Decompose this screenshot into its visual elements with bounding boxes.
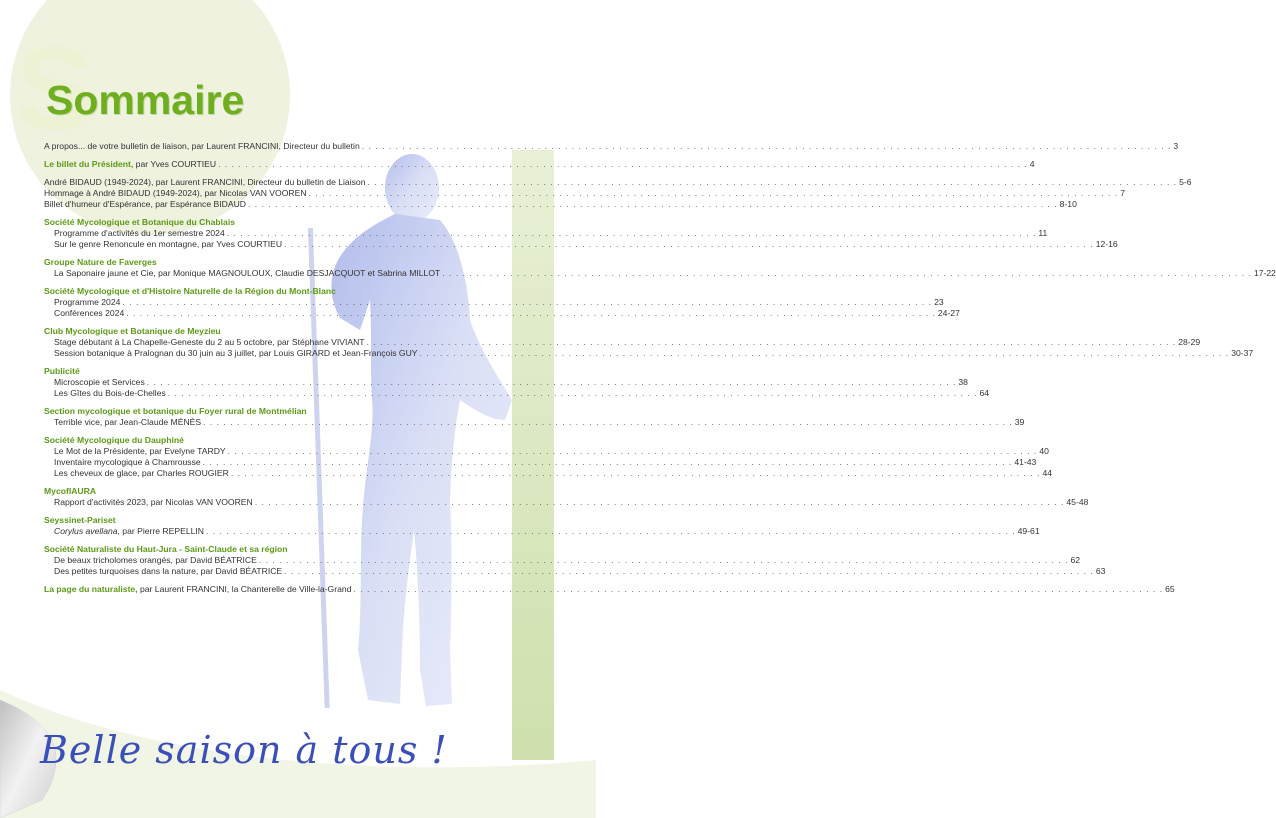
section-heading: Société Mycologique du Dauphiné: [44, 435, 184, 445]
toc-entry[interactable]: [44, 417, 1025, 428]
dot-leader: . . . . . . . . . . . . . . . . . . . . . . . . . . . . . . . . . . . . . . . . . . . . . . . . . . . . . . . . . . . . . . . . . . . . . . . . . . . . . . . . . . . . . . . . . . . . . . . . . . . . . . . . . . . . . . . . . . . . . . . .: [353, 584, 1164, 594]
toc-entry-title: [44, 584, 351, 595]
toc-entry[interactable]: [44, 177, 1192, 188]
toc-entry-title: [54, 377, 145, 388]
decorative-big-letter: S: [16, 23, 95, 155]
section-heading: Seyssinet-Pariset: [44, 515, 116, 525]
toc-entry[interactable]: [44, 526, 1040, 537]
toc-entry-text: Corylus avellana: [54, 526, 118, 536]
footer-greeting: Belle saison à tous !: [40, 728, 448, 772]
toc-entry-title: [54, 526, 204, 537]
toc-entry-text: Le Mot de la Présidente, par Evelyne TARDY: [54, 446, 226, 456]
toc-entry-text: Session botanique à Pralognan du 30 juin au 3 juillet, par Louis GIRARD et Jean-François GUY: [54, 348, 418, 358]
toc-entry-text: Stage débutant à La Chapelle-Geneste du 2 au 5 octobre, par Stéphane VIVIANT: [54, 337, 365, 347]
toc-entry-text: Programme 2024: [54, 297, 121, 307]
toc-entry-text: Conférences 2024: [54, 308, 125, 318]
dot-leader: . . . . . . . . . . . . . . . . . . . . . . . . . . . . . . . . . . . . . . . . . . . . . . . . . . . . . . . . . . . . . . . . . . . . . . . . . . . . . . . . . . . . . . . . . . . . . . . . . . . . . . . . . . . . . . . . . . . . . . . .: [226, 228, 1037, 238]
toc-entry-title: [54, 555, 257, 566]
dot-leader: . . . . . . . . . . . . . . . . . . . . . . . . . . . . . . . . . . . . . . . . . . . . . . . . . . . . . . . . . . . . . . . . . . . . . . . . . . . . . . . . . . . . . . . . . . . . . . . . . . . . . . . . . . . . . . . . . . . . . . . .: [122, 297, 933, 307]
toc-entry-text: Terrible vice, par Jean-Claude MÉNÈS: [54, 417, 202, 427]
page-number: 24-27: [937, 308, 960, 318]
toc-entry-text: par Yves COURTIEU: [133, 159, 217, 169]
toc-entry-title: [54, 417, 201, 428]
toc-entry-title: [54, 268, 440, 279]
page-number: 63: [1095, 566, 1106, 576]
dot-leader: . . . . . . . . . . . . . . . . . . . . . . . . . . . . . . . . . . . . . . . . . . . . . . . . . . . . . . . . . . . . . . . . . . . . . . . . . . . . . . . . . . . . . . . . . . . . . . . . . . . . . . . . . . . . . . . . . . . . . . . .: [284, 239, 1094, 249]
toc-entry[interactable]: [44, 141, 1179, 152]
toc-entry[interactable]: [44, 228, 1048, 239]
toc-entry-title: [54, 228, 225, 239]
section-heading: Société Mycologique et d'Histoire Naturelle de la Région du Mont-Blanc: [44, 286, 336, 296]
dot-leader: . . . . . . . . . . . . . . . . . . . . . . . . . . . . . . . . . . . . . . . . . . . . . . . . . . . . . . . . . . . . . . . . . . . . . . . . . . . . . . . . . . . . . . . . . . . . . . . . . . . . . . . . . . . . . . . . . . . . . . . .: [146, 377, 957, 387]
spacer: [44, 479, 555, 486]
dot-leader: . . . . . . . . . . . . . . . . . . . . . . . . . . . . . . . . . . . . . . . . . . . . . . . . . . . . . . . . . . . . . . . . . . . . . . . . . . . . . . . . . . . . . . . . . . . . . . . . . . . . . . . . . . . . . . . . . . . . . . . .: [167, 388, 978, 398]
page-number: 28-29: [1178, 337, 1201, 347]
page-number: 4: [1029, 159, 1035, 169]
toc-entry[interactable]: [44, 268, 1276, 279]
spacer: [44, 250, 555, 257]
toc-entry-title: [54, 457, 201, 468]
toc-entry-title: [54, 297, 120, 308]
toc-entry[interactable]: [44, 457, 1037, 468]
dot-leader: . . . . . . . . . . . . . . . . . . . . . . . . . . . . . . . . . . . . . . . . . . . . . . . . . . . . . . . . . . . . . . . . . . . . . . . . . . . . . . . . . . . . . . . . . . . . . . . . . . . . . . . . . . . . . . . . . . . . . . . .: [218, 159, 1028, 169]
toc-entry[interactable]: [44, 468, 1053, 479]
spacer: [44, 399, 555, 406]
page-number: 11: [1038, 228, 1048, 238]
section-heading: Groupe Nature de Faverges: [44, 257, 157, 267]
toc-entry-title: [44, 141, 360, 152]
toc-entry-text: La Saponaire jaune et Cie, par Monique MAGNOULOUX, Claudie DESJACQUOT et Sabrina MILLOT: [54, 268, 441, 278]
dot-leader: . . . . . . . . . . . . . . . . . . . . . . . . . . . . . . . . . . . . . . . . . . . . . . . . . . . . . . . . . . . . . . . . . . . . . . . . . . . . . . . . . . . . . . . . . . . . . . . . . . . . . . . . . . . . . . . . . . . . . . . .: [227, 446, 1038, 456]
toc-entry-title: [54, 388, 166, 399]
dot-leader: . . . . . . . . . . . . . . . . . . . . . . . . . . . . . . . . . . . . . . . . . . . . . . . . . . . . . . . . . . . . . . . . . . . . . . . . . . . . . . . . . . . . . . . . . . . . . . . . . . . . . . . . . . . . . . . . . . . . . . . .: [248, 199, 1058, 209]
toc-entry-text: De beaux tricholomes orangés, par David BÉATRICE: [54, 555, 257, 565]
toc-entry-title: [44, 177, 365, 188]
toc-entry[interactable]: [44, 566, 1106, 577]
page-number: 40: [1039, 446, 1049, 456]
page-number: 7: [1120, 188, 1125, 198]
dot-leader: . . . . . . . . . . . . . . . . . . . . . . . . . . . . . . . . . . . . . . . . . . . . . . . . . . . . . . . . . . . . . . . . . . . . . . . . . . . . . . . . . . . . . . . . . . . . . . . . . . . . . . . . . . . . . . . . . . . . . . . .: [361, 141, 1172, 151]
toc-entry-text: Le billet du Président,: [44, 159, 134, 169]
toc-entry-text: Programme d'activités du 1er semestre 2024: [54, 228, 225, 238]
dot-leader: . . . . . . . . . . . . . . . . . . . . . . . . . . . . . . . . . . . . . . . . . . . . . . . . . . . . . . . . . . . . . . . . . . . . . . . . . . . . . . . . . . . . . . . . . . . . . . . . . . . . . . . . . . . . . . . . . . . . . . . .: [367, 177, 1178, 187]
page-number: 3: [1173, 141, 1179, 151]
spacer: [44, 577, 555, 584]
toc-entry-title: [54, 308, 124, 319]
toc-entry-text: La page du naturaliste,: [44, 584, 138, 594]
page-number: 41-43: [1014, 457, 1037, 467]
toc-entry-title: [54, 497, 253, 508]
toc-entry[interactable]: [44, 308, 960, 319]
toc-entry[interactable]: [44, 377, 968, 388]
toc-entry-text: Hommage à André BIDAUD (1949-2024), par Nicolas VAN VOOREN: [44, 188, 307, 198]
spacer: [44, 170, 555, 177]
page-number: 8-10: [1059, 199, 1077, 209]
toc-entry[interactable]: [44, 188, 1125, 199]
toc-entry-text: Microscopie et Services: [54, 377, 145, 387]
dot-leader: . . . . . . . . . . . . . . . . . . . . . . . . . . . . . . . . . . . . . . . . . . . . . . . . . . . . . . . . . . . . . . . . . . . . . . . . . . . . . . . . . . . . . . . . . . . . . . . . . . . . . . . . . . . . . . . . . . . . . . . .: [202, 457, 1013, 467]
spacer: [44, 359, 555, 366]
spacer: [44, 319, 555, 326]
page-number: 23: [934, 297, 944, 307]
section-heading: Publicité: [44, 366, 80, 376]
toc-entry[interactable]: [44, 348, 1254, 359]
dot-leader: . . . . . . . . . . . . . . . . . . . . . . . . . . . . . . . . . . . . . . . . . . . . . . . . . . . . . . . . . . . . . . . . . . . . . . . . . . . . . . . . . . . . . . . . . . . . . . . . . . . . . . . . . . . . . . . . . . . . . . . .: [366, 337, 1177, 347]
toc-entry-title: [44, 199, 246, 210]
toc-entry-text: Billet d'humeur d'Espérance, par Espérance BIDAUD: [44, 199, 246, 209]
page-number: 39: [1014, 417, 1025, 427]
toc-entry-text: A propos... de votre bulletin de liaison, par Laurent FRANCINI, Directeur du bulletin: [44, 141, 360, 151]
toc-entry[interactable]: [44, 159, 1035, 170]
dot-leader: . . . . . . . . . . . . . . . . . . . . . . . . . . . . . . . . . . . . . . . . . . . . . . . . . . . . . . . . . . . . . . . . . . . . . . . . . . . . . . . . . . . . . . . . . . . . . . . . . . . . . . . . . . . . . . . . . . . . . . . .: [203, 417, 1013, 427]
spacer: [44, 152, 555, 159]
page-number: 38: [958, 377, 968, 387]
table-of-contents: [44, 141, 1276, 595]
toc-entry-text: Les cheveux de glace, par Charles ROUGIER: [54, 468, 229, 478]
spacer: [44, 508, 555, 515]
section-heading: Club Mycologique et Botanique de Meyzieu: [44, 326, 221, 336]
toc-entry-text: Les Gîtes du Bois-de-Chelles: [54, 388, 166, 398]
dot-leader: . . . . . . . . . . . . . . . . . . . . . . . . . . . . . . . . . . . . . . . . . . . . . . . . . . . . . . . . . . . . . . . . . . . . . . . . . . . . . . . . . . . . . . . . . . . . . . . . . . . . . . . . . . . . . . . . . . . . . . . .: [442, 268, 1252, 278]
spacer: [44, 210, 555, 217]
toc-entry[interactable]: [44, 388, 989, 399]
toc-entry[interactable]: [44, 297, 944, 308]
dot-leader: . . . . . . . . . . . . . . . . . . . . . . . . . . . . . . . . . . . . . . . . . . . . . . . . . . . . . . . . . . . . . . . . . . . . . . . . . . . . . . . . . . . . . . . . . . . . . . . . . . . . . . . . . . . . . . . . . . . . . . . .: [258, 555, 1069, 565]
dot-leader: . . . . . . . . . . . . . . . . . . . . . . . . . . . . . . . . . . . . . . . . . . . . . . . . . . . . . . . . . . . . . . . . . . . . . . . . . . . . . . . . . . . . . . . . . . . . . . . . . . . . . . . . . . . . . . . . . . . . . . . .: [230, 468, 1041, 478]
dot-leader: . . . . . . . . . . . . . . . . . . . . . . . . . . . . . . . . . . . . . . . . . . . . . . . . . . . . . . . . . . . . . . . . . . . . . . . . . . . . . . . . . . . . . . . . . . . . . . . . . . . . . . . . . . . . . . . . . . . . . . . .: [419, 348, 1230, 358]
spacer: [44, 279, 555, 286]
toc-entry-text: Inventaire mycologique à Chamrousse: [54, 457, 201, 467]
toc-entry-text: par Laurent FRANCINI, la Chanterelle de Ville-la-Grand: [137, 584, 352, 594]
page-number: 62: [1070, 555, 1081, 565]
toc-entry-title: [54, 446, 226, 457]
page-number: 17-22: [1253, 268, 1276, 278]
toc-entry-text: Sur le genre Renoncule en montagne, par Yves COURTIEU: [54, 239, 283, 249]
toc-entry-title: [54, 468, 229, 479]
page-number: 30-37: [1231, 348, 1254, 358]
toc-entry[interactable]: [44, 555, 1081, 566]
toc-entry-text: André BIDAUD (1949-2024), par Laurent FRANCINI, Directeur du bulletin de Liaison: [44, 177, 366, 187]
dot-leader: . . . . . . . . . . . . . . . . . . . . . . . . . . . . . . . . . . . . . . . . . . . . . . . . . . . . . . . . . . . . . . . . . . . . . . . . . . . . . . . . . . . . . . . . . . . . . . . . . . . . . . . . . . . . . . . . . . . . . . . .: [284, 566, 1094, 576]
toc-entry[interactable]: [44, 446, 1049, 457]
page-title: Sommaire: [46, 77, 245, 123]
toc-entry-text: , par Pierre REPELLIN: [117, 526, 204, 536]
page-number: 65: [1165, 584, 1175, 594]
toc-entry-title: [44, 188, 307, 199]
toc-entry[interactable]: [44, 337, 1201, 348]
page-number: 44: [1042, 468, 1053, 478]
page-number: 64: [979, 388, 989, 398]
page-number: 49-61: [1017, 526, 1040, 536]
toc-entry-title: [54, 337, 365, 348]
toc-entry-title: [54, 239, 282, 250]
section-heading: MycofIAURA: [44, 486, 97, 496]
toc-entry-title: [54, 566, 282, 577]
page-number: 5-6: [1179, 177, 1192, 187]
toc-entry[interactable]: [44, 584, 1175, 595]
spacer: [44, 537, 555, 544]
toc-entry-text: Des petites turquoises dans la nature, par David BÉATRICE: [54, 566, 283, 576]
toc-entry-title: [54, 348, 418, 359]
dot-leader: . . . . . . . . . . . . . . . . . . . . . . . . . . . . . . . . . . . . . . . . . . . . . . . . . . . . . . . . . . . . . . . . . . . . . . . . . . . . . . . . . . . . . . . . . . . . . . . . . . . . . . . . . . . . . . . . . . . . . . . .: [126, 308, 936, 318]
toc-entry[interactable]: [44, 497, 1089, 508]
toc-entry-title: [44, 159, 216, 170]
section-heading: Société Mycologique et Botanique du Chablais: [44, 217, 235, 227]
dot-leader: . . . . . . . . . . . . . . . . . . . . . . . . . . . . . . . . . . . . . . . . . . . . . . . . . . . . . . . . . . . . . . . . . . . . . . . . . . . . . . . . . . . . . . . . . . . . . . . . . . . . . . . . . . . . . . . . . . . . . . . .: [205, 526, 1016, 536]
section-heading: Section mycologique et botanique du Foyer rural de Montmélian: [44, 406, 307, 416]
dot-leader: . . . . . . . . . . . . . . . . . . . . . . . . . . . . . . . . . . . . . . . . . . . . . . . . . . . . . . . . . . . . . . . . . . . . . . . . . . . . . . . . . . . . . . . . . . . . . . . . . . . . . . . . . . . . . . . . . . . . . . . .: [254, 497, 1065, 507]
page-number: 45-48: [1066, 497, 1089, 507]
dot-leader: . . . . . . . . . . . . . . . . . . . . . . . . . . . . . . . . . . . . . . . . . . . . . . . . . . . . . . . . . . . . . . . . . . . . . . . . . . . . . . . . . . . . . . . . . . . . . . . . . . . . . . . . . . . . . . . . . . . . . . . .: [308, 188, 1119, 198]
toc-entry[interactable]: [44, 239, 1118, 250]
toc-entry-text: Rapport d'activités 2023, par Nicolas VAN VOOREN: [54, 497, 253, 507]
page-number: 12-16: [1095, 239, 1118, 249]
spacer: [44, 428, 555, 435]
section-heading: Société Naturaliste du Haut-Jura - Saint-Claude et sa région: [44, 544, 288, 554]
toc-entry[interactable]: [44, 199, 1077, 210]
